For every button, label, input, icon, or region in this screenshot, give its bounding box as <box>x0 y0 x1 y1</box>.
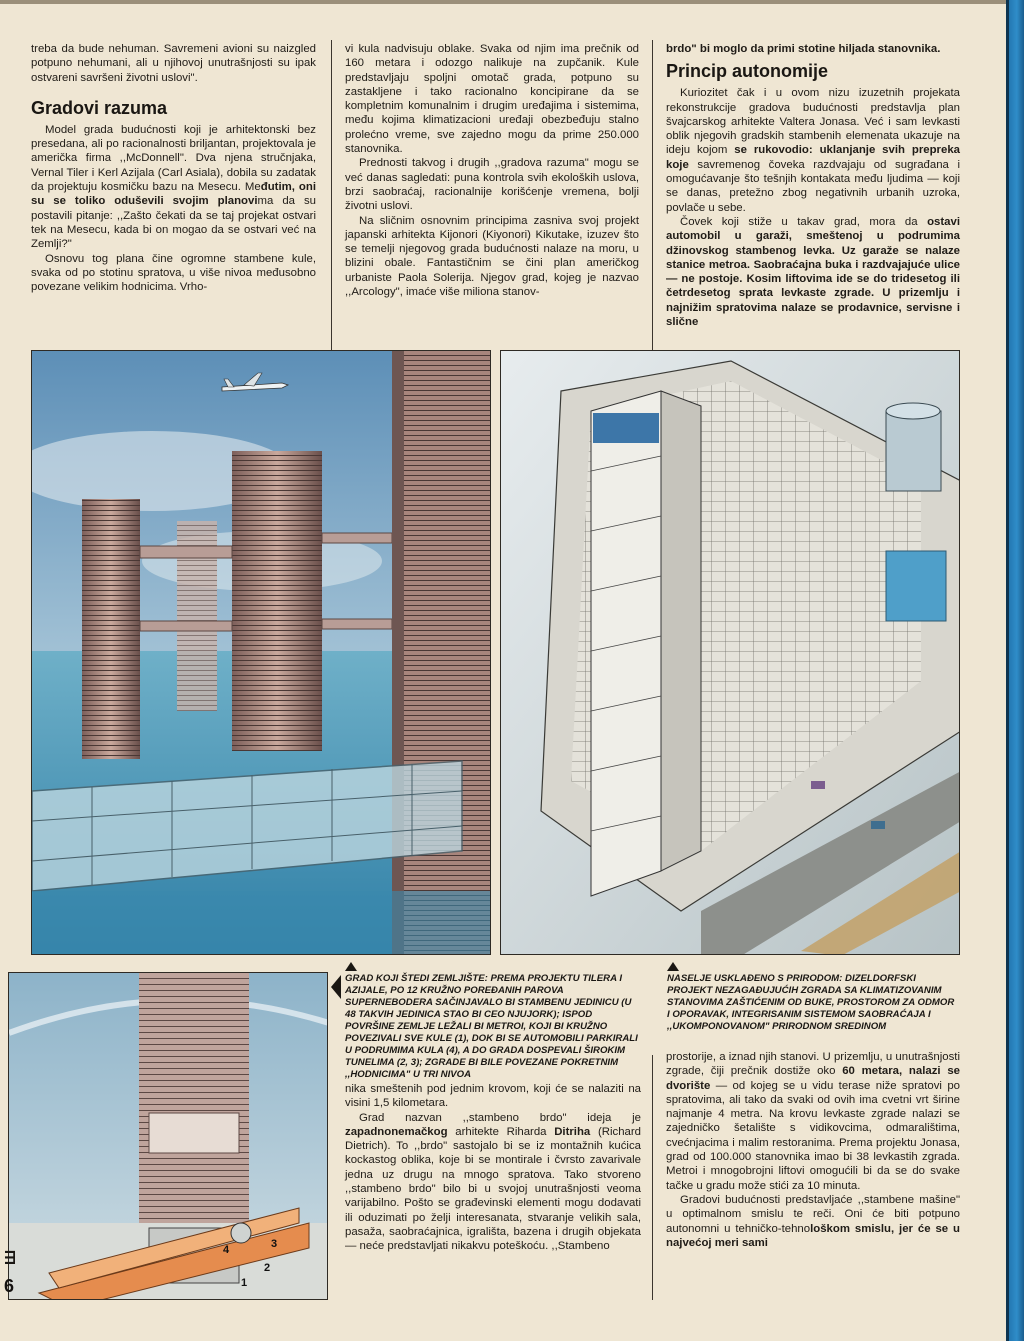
paragraph: Osnovu tog plana čine ogromne stambene kule, svaka od po stotinu spratova, u više nivoa međusobno povezane velikim hodnicima. Vrho- <box>31 252 316 294</box>
section-heading-princip-autonomije: Princip autonomije <box>666 61 829 82</box>
illustration-tower-city <box>31 350 491 955</box>
paragraph: Prednosti takvog i drugih ,,gradova razuma" mogu se već danas sagledati: puna kontrola svih ekoloških uslova, brzi saobraćaj, racionalnije korišćenje vremena, bolji životni uslovi. <box>345 157 639 213</box>
diagram-label-4: 4 <box>223 1244 230 1256</box>
paragraph: brdo" bi moglo da primi stotine hiljada stanovnika. <box>666 43 941 55</box>
diagram-label-3: 3 <box>271 1238 278 1250</box>
funnel-city-artwork <box>501 351 960 955</box>
top-border <box>0 0 1024 4</box>
tower-city-artwork <box>32 351 491 955</box>
left-pointer-arrow <box>331 975 341 999</box>
paragraph: Gradovi budućnosti predstavljaće ,,stambene mašine" u optimalnom smislu te reči. Oni će biti potpuno autonomni u tehničko-tehnološkom smislu, jer će se u najvećoj meri sami <box>666 1193 960 1249</box>
text-column-3 <box>666 42 960 329</box>
paragraph: nika smeštenih pod jednim krovom, koji će se nalaziti na visini 1,5 kilometara. <box>345 1083 641 1110</box>
paragraph: vi kula nadvisuju oblake. Svaka od njim ima prečnik od 160 metara i odozgo nalikuje na zupčanik. Kule predstavljaju spoljni omotač grada, potpuno su zastakljene i tako racionalno koncipirane da se kompletnim komunalnim i drugim uređajima i sistemima, među kojima klimatizacioni uređaji obezbeđuju stalno prolećno vreme, sve zajedno mogu da prime 250.000 stanovnika. <box>345 43 639 156</box>
tower-cutaway-artwork <box>9 973 328 1300</box>
caption-funnel-city: NASELJE USKLAĐENO S PRIRODOM: DIZELDORFSKI PROJEKT NEZAGAĐUJUĆIH ZGRADA SA KLIMATIZOVANIM STANOVIMA ZAŠTIĆENIM OD BUKE, PROSTOROM ZA ODMOR I OPORAVAK, INTEGRISANIM SISTEMOM SAOBRAĆAJA I ,,UKOMPONOVANOM" PRIRODNOM SREDINOM <box>667 973 955 1032</box>
text-column-4 <box>345 1082 641 1254</box>
illustration-funnel-city <box>500 350 960 955</box>
text-column-2 <box>345 42 639 299</box>
paragraph: Na sličnim osnovnim principima zasniva svoj projekt japanski arhitekta Kijonori (Kiyonori) Kikutake, izuzev što se temelji njegovog grada budućnosti nalaze na moru, u blizini obale. Fantastičnim se čini plan američkog urbaniste Paola Solerija. Njegov grad, kojeg je nazvao ,,Arcology", imaće više miliona stanov- <box>345 214 639 299</box>
section-heading-gradovi-razuma: Gradovi razuma <box>31 97 168 118</box>
paragraph: Čovek koji stiže u takav grad, mora da ostavi automobil u garaži, smeštenoj u podrumima džinovskog stambenog levka. Uz garaže se nalaze stanice metroa. Saobraćajna buka i razdvajajuće ulice — ne postoje. Kosim liftovima ide se do tridesetog ili četrdesetog sprata levkaste zgrade. U prizemlju i najnižim spratovima nalaze se prodavnice, servisne i slične <box>666 215 960 329</box>
paragraph: treba da bude nehuman. Savremeni avioni su naizgled potpuno nehumani, ali u njihovoj unutrašnjosti su ipak ostvareni savršeni životni uslovi". <box>31 43 316 84</box>
page-edge-strip <box>1006 0 1024 1341</box>
illustration-tower-cutaway <box>8 972 328 1300</box>
paragraph: Model grada budućnosti koji je arhitektonski bez presedana, ali po racionalnosti briljantan, projektovala je američka firma ,,McDonnell". Dva njena stručnjaka, Vernal Tiler i Kerl Azijala (Carl Asiala), dobila su zadatak da projektuju kosmičku bazu na Mesecu. Međutim, oni su se toliko oduševili svojim planovima da su postavili pitanje: ,,Zašto čekati da se taj projekat ostvari tek na Mesecu, kada bi on mogao da se ostvari već na Zemlji?" <box>31 123 316 251</box>
diagram-label-1: 1 <box>241 1277 248 1289</box>
diagram-label-2: 2 <box>264 1262 271 1274</box>
paragraph: prostorije, a iznad njih stanovi. U prizemlju, u unutrašnjosti zgrade, čiji prečnik dostiže oko 60 metara, nalazi se dvorište — od kojeg se u vidu terase niže spratovi po spratovima, ali tako da svaki od ovih ima cvetni vrt širine najmanje 4 metra. Na krovu levkaste zgrade nalazi se zajedničko šetalište s vidikovcima, odmaralištima, cvećnjacima i malim restoranima. Prema projektu Jonasa, grad od 100.000 stanovnika imao bi 38 levkastih zgrada. Metroi i mnogobrojni liftovi omogućili bi da se do svake tačke u gradu može stići za 10 minuta. <box>666 1051 960 1192</box>
caption-tower-city: GRAD KOJI ŠTEDI ZEMLJIŠTE: PREMA PROJEKTU TILERA I AZIJALE, PO 12 KRUŽNO POREĐANIH PAROVA SUPERNEBODERA SAČINJAVALO BI STAMBENU JEDINICU (U 48 TAKVIH JEDINICA STAO BI CEO NJUJORK); ISPOD POVRŠINE ZEMLJE LEŽALI BI METROI, KOJI BI KRUŽNO POVEZIVALI SVE KULE (1), DOK BI SE AUTOMOBILI PARKIRALI U PODRUMIMA KULA (4), A DO GRADA DOSPEVALI ŠIROKIM TUNELIMA (2, 3); ZGRADE BI BILE POVEZANE POKRETNIM ,,HODNICIMA" U TRI NIVOA <box>345 973 638 1080</box>
page-number: 6 <box>4 1276 15 1296</box>
up-pointer-arrow <box>667 962 679 971</box>
text-column-5 <box>666 1050 960 1250</box>
column-divider <box>652 1055 653 1300</box>
column-divider <box>331 40 332 358</box>
paragraph: Grad nazvan ,,stambeno brdo" ideja je zapadnonemačkog arhitekte Riharda Ditriha (Richard Dietrich). To ,,brdo" sastojalo bi se iz montažnih kućica kockastog oblika, koje bi se montirale i čvrsto zavarivale jedna uz drugu na mnogo spratova. Tako stvoreno ,,stambeno brdo" bilo bi u svojoj unutrašnjosti veoma varijabilno. Pošto se građevinski elementi mogu dodavati ili oduzimati po želji interesanata, stvaranje velikih sala, pasaža, saobraćajnica, igrališta, bazena i drugih objekata — neće predstavljati nikakvu poteškoću. ,,Stambeno <box>345 1111 641 1253</box>
up-pointer-arrow <box>345 962 357 971</box>
spine-logo-text: Ш <box>2 1248 19 1265</box>
text-column-1 <box>31 42 316 294</box>
paragraph: Kuriozitet čak i u ovom nizu izuzetnih projekata rekonstrukcije gradova budućnosti predstavlja plan švajcarskog arhitekte Valtera Jonasa. Već i sam levkasti oblik njegovih gradskih stambenih elemenata ukazuje na ideju kojom se rukovodio: uklanjanje svih prepreka koje savremenog čoveka razdvajaju od sugrađana i omogućavanje što tešnjih kontakata među ljudima — koji se danas, pretežno zbog negativnih urbanih uzroka, povlače u sebe. <box>666 87 960 214</box>
column-divider <box>652 40 653 358</box>
